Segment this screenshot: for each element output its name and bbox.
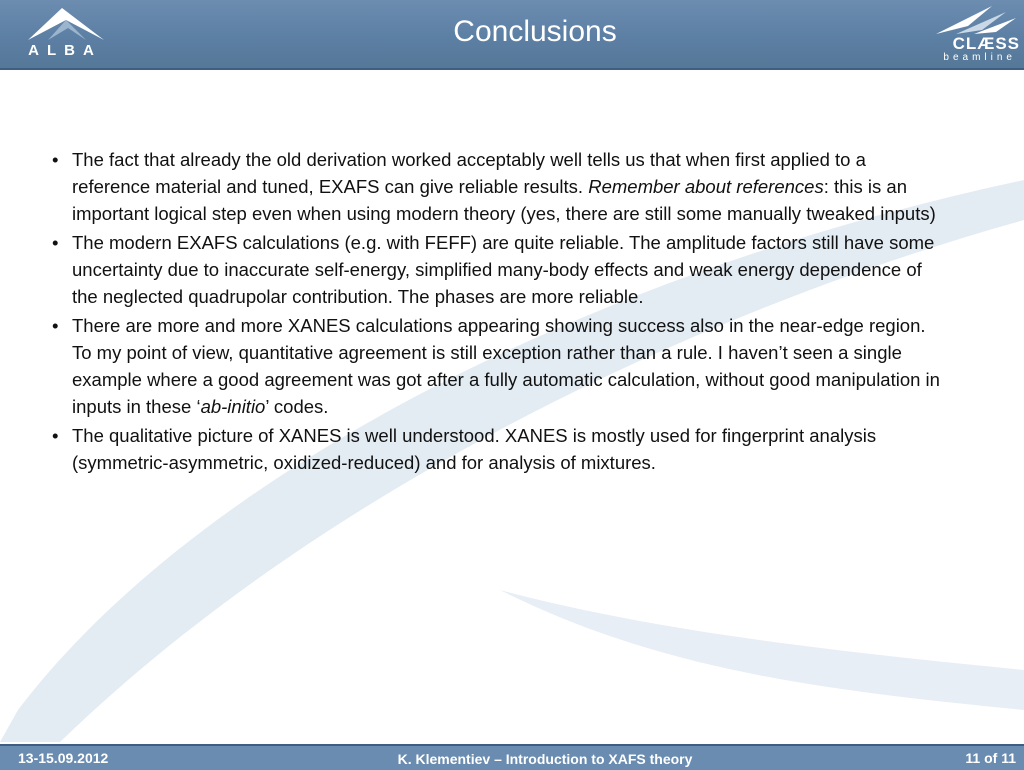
bullet-text: : this is an important logical step even when using modern theory (yes, there are still some manually tweaked inputs) (72, 176, 936, 224)
bullet-item (52, 146, 947, 227)
bullet-item (52, 422, 947, 476)
footer-page-number: 11 of 11 (965, 750, 1016, 766)
bullet-list (52, 146, 947, 476)
alba-logo-text: ALBA (28, 42, 102, 59)
footer-date: 13-15.09.2012 (18, 750, 109, 766)
bullet-text: The fact that already the old derivation worked acceptably well tells us that when first applied to a reference material and tuned, EXAFS can give reliable results. (72, 149, 866, 197)
claess-logo-text: CLÆSS (952, 34, 1020, 53)
bullet-item (52, 312, 947, 420)
claess-logo-icon (896, 4, 1020, 36)
bullet-text: ’ codes. (265, 396, 329, 417)
claess-logo-subtext: beamline (943, 52, 1016, 63)
bullet-text: The qualitative picture of XANES is well understood. XANES is mostly used for fingerprint analysis (symmetric-asymmetric, oxidized-reduced) and for analysis of mixtures. (72, 425, 877, 473)
bullet-emphasis: Remember about references (588, 176, 824, 197)
footer-author-title: K. Klementiev – Introduction to XAFS theory (397, 751, 693, 767)
bullet-item (52, 229, 947, 310)
claess-logo (896, 4, 1020, 64)
bullet-emphasis: ab-initio (200, 396, 266, 417)
slide-title: Conclusions (453, 15, 617, 48)
bullet-text: There are more and more XANES calculations appearing showing success also in the near-edge region. To my point of view, quantitative agreement is still exception rather than a rule. I haven’t seen a single example where a good agreement was got after a fully automatic calculation, without good manipulation in inputs in these ‘ (72, 315, 940, 417)
bullet-text: The modern EXAFS calculations (e.g. with FEFF) are quite reliable. The amplitude factors still have some uncertainty due to inaccurate self-energy, simplified many-body effects and weak energy dependence of the neglected quadrupolar contribution. The phases are more reliable. (72, 232, 935, 307)
slide-footer (0, 744, 1024, 770)
slide-content (52, 146, 947, 478)
slide-header (0, 0, 1024, 70)
